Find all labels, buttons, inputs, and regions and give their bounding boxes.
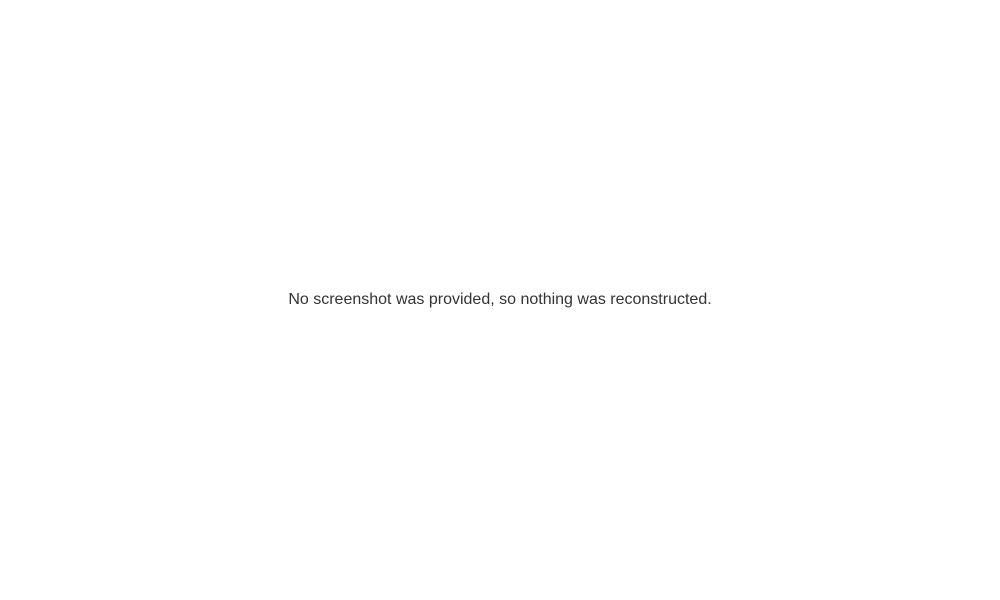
- status-message: No screenshot was provided, so nothing was reconstructed.: [288, 291, 712, 308]
